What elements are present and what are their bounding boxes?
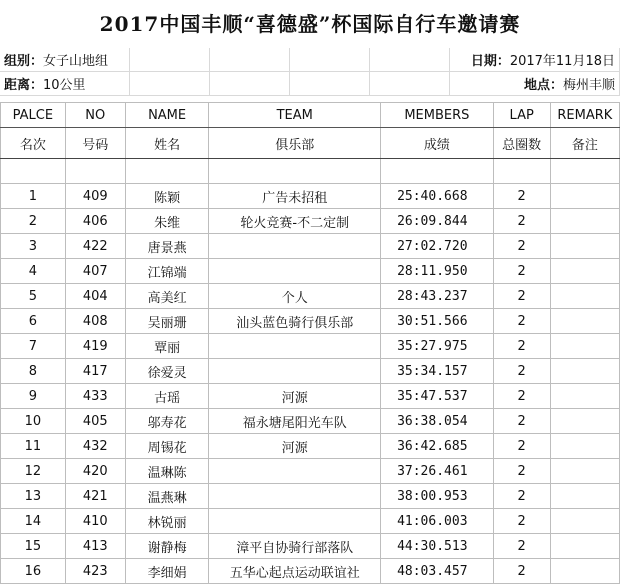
cell-place: 1 [1, 184, 66, 209]
cell-no: 422 [65, 234, 125, 259]
cell-name: 古瑶 [125, 384, 209, 409]
cell-no: 417 [65, 359, 125, 384]
cell-remark [550, 259, 619, 284]
cell-time: 35:47.537 [381, 384, 494, 409]
cell-remark [550, 334, 619, 359]
cell-place: 13 [1, 484, 66, 509]
table-row [1, 309, 620, 334]
table-row [1, 334, 620, 359]
cell-no: 406 [65, 209, 125, 234]
cell-place: 5 [1, 284, 66, 309]
cell-time: 36:42.685 [381, 434, 494, 459]
col-header-remark: REMARK [550, 103, 619, 128]
table-row [1, 359, 620, 384]
cell-no: 407 [65, 259, 125, 284]
cell-place: 3 [1, 234, 66, 259]
cell-no: 420 [65, 459, 125, 484]
cell-remark [550, 484, 619, 509]
table-row [1, 409, 620, 434]
cell-name: 林锐丽 [125, 509, 209, 534]
cell-team [209, 459, 381, 484]
cell-remark [550, 559, 619, 584]
col-header-members: MEMBERS [381, 103, 494, 128]
cell-name: 覃丽 [125, 334, 209, 359]
date-label: 日期： [470, 54, 510, 69]
cell-team [209, 259, 381, 284]
cell-remark [550, 409, 619, 434]
cell-no: 408 [65, 309, 125, 334]
cell-team: 五华心起点运动联谊社 [209, 559, 381, 584]
cell-team [209, 359, 381, 384]
table-row [1, 184, 620, 209]
date-value: 2017年11月18日 [509, 54, 615, 69]
col-header-place-cn: 名次 [1, 128, 66, 159]
cell-lap: 2 [493, 409, 550, 434]
table-row [1, 434, 620, 459]
cell-team: 轮火竞赛-不二定制 [209, 209, 381, 234]
cell-name: 吴丽珊 [125, 309, 209, 334]
cell-name: 江锦端 [125, 259, 209, 284]
place-label: 地点： [523, 78, 563, 93]
col-header-lap-cn: 总圈数 [493, 128, 550, 159]
table-row [1, 259, 620, 284]
cell-lap: 2 [493, 534, 550, 559]
cell-time: 28:43.237 [381, 284, 494, 309]
cell-no: 413 [65, 534, 125, 559]
cell-name: 周锡花 [125, 434, 209, 459]
col-header-no-cn: 号码 [65, 128, 125, 159]
col-header-team: TEAM [209, 103, 381, 128]
cell-time: 48:03.457 [381, 559, 494, 584]
cell-lap: 2 [493, 209, 550, 234]
results-table [0, 102, 620, 584]
header-row-en [1, 103, 620, 128]
cell-lap: 2 [493, 434, 550, 459]
header-row-cn [1, 128, 620, 159]
cell-time: 25:40.668 [381, 184, 494, 209]
cell-remark [550, 534, 619, 559]
cell-remark [550, 509, 619, 534]
cell-team: 河源 [209, 434, 381, 459]
cell-place: 16 [1, 559, 66, 584]
table-row [1, 209, 620, 234]
table-row [1, 484, 620, 509]
cell-time: 27:02.720 [381, 234, 494, 259]
cell-lap: 2 [493, 234, 550, 259]
cell-name: 高美红 [125, 284, 209, 309]
table-row [1, 234, 620, 259]
cell-no: 432 [65, 434, 125, 459]
cell-place: 12 [1, 459, 66, 484]
col-header-lap: LAP [493, 103, 550, 128]
cell-lap: 2 [493, 509, 550, 534]
table-row [1, 284, 620, 309]
cell-name: 谢静梅 [125, 534, 209, 559]
cell-place: 14 [1, 509, 66, 534]
cell-remark [550, 234, 619, 259]
cell-team [209, 484, 381, 509]
cell-team: 福永塘尾阳光车队 [209, 409, 381, 434]
cell-no: 410 [65, 509, 125, 534]
cell-no: 405 [65, 409, 125, 434]
distance-cell [0, 72, 130, 96]
cell-time: 28:11.950 [381, 259, 494, 284]
cell-name: 温琳陈 [125, 459, 209, 484]
cell-place: 7 [1, 334, 66, 359]
cell-lap: 2 [493, 459, 550, 484]
cell-place: 4 [1, 259, 66, 284]
cell-remark [550, 359, 619, 384]
cell-lap: 2 [493, 259, 550, 284]
cell-lap: 2 [493, 284, 550, 309]
cell-name: 温燕琳 [125, 484, 209, 509]
cell-place: 6 [1, 309, 66, 334]
cell-no: 433 [65, 384, 125, 409]
cell-name: 朱维 [125, 209, 209, 234]
spacer-row [1, 159, 620, 184]
cell-place: 15 [1, 534, 66, 559]
cell-lap: 2 [493, 559, 550, 584]
cell-time: 41:06.003 [381, 509, 494, 534]
cell-remark [550, 434, 619, 459]
cell-lap: 2 [493, 384, 550, 409]
cell-time: 36:38.054 [381, 409, 494, 434]
col-header-no: NO [65, 103, 125, 128]
table-row [1, 534, 620, 559]
cell-remark [550, 459, 619, 484]
page-title: 2017中国丰顺“喜德盛”杯国际自行车邀请赛 [99, 12, 521, 36]
place-value: 梅州丰顺 [562, 78, 615, 93]
cell-lap: 2 [493, 334, 550, 359]
cell-no: 404 [65, 284, 125, 309]
cell-no: 409 [65, 184, 125, 209]
cell-time: 26:09.844 [381, 209, 494, 234]
meta-table [0, 48, 620, 96]
meta-row-2 [0, 72, 620, 96]
cell-name: 邬寿花 [125, 409, 209, 434]
table-row [1, 459, 620, 484]
distance-value: 10公里 [43, 78, 86, 93]
col-header-remark-cn: 备注 [550, 128, 619, 159]
table-row [1, 509, 620, 534]
cell-team: 河源 [209, 384, 381, 409]
cell-team: 广告未招租 [209, 184, 381, 209]
col-header-team-cn: 俱乐部 [209, 128, 381, 159]
cell-team: 漳平自协骑行部落队 [209, 534, 381, 559]
col-header-place: PALCE [1, 103, 66, 128]
place-cell [449, 72, 619, 96]
cell-remark [550, 184, 619, 209]
col-header-name-cn: 姓名 [125, 128, 209, 159]
group-value: 女子山地组 [43, 54, 109, 69]
cell-no: 423 [65, 559, 125, 584]
cell-place: 9 [1, 384, 66, 409]
meta-row-1 [0, 48, 620, 72]
cell-lap: 2 [493, 309, 550, 334]
cell-place: 8 [1, 359, 66, 384]
cell-team [209, 334, 381, 359]
date-cell [449, 48, 619, 72]
cell-no: 419 [65, 334, 125, 359]
cell-no: 421 [65, 484, 125, 509]
cell-name: 陈颖 [125, 184, 209, 209]
group-cell [0, 48, 130, 72]
cell-time: 37:26.461 [381, 459, 494, 484]
cell-team: 汕头蓝色骑行俱乐部 [209, 309, 381, 334]
cell-remark [550, 309, 619, 334]
cell-place: 10 [1, 409, 66, 434]
cell-team: 个人 [209, 284, 381, 309]
cell-lap: 2 [493, 359, 550, 384]
cell-team [209, 509, 381, 534]
col-header-name: NAME [125, 103, 209, 128]
cell-remark [550, 209, 619, 234]
cell-remark [550, 284, 619, 309]
cell-name: 唐景燕 [125, 234, 209, 259]
cell-time: 44:30.513 [381, 534, 494, 559]
cell-remark [550, 384, 619, 409]
results-body [1, 103, 620, 584]
cell-place: 11 [1, 434, 66, 459]
cell-time: 35:27.975 [381, 334, 494, 359]
cell-place: 2 [1, 209, 66, 234]
cell-time: 30:51.566 [381, 309, 494, 334]
cell-name: 李细娟 [125, 559, 209, 584]
cell-team [209, 234, 381, 259]
distance-label: 距离： [4, 78, 44, 93]
cell-lap: 2 [493, 484, 550, 509]
table-row [1, 559, 620, 584]
cell-lap: 2 [493, 184, 550, 209]
table-row [1, 384, 620, 409]
group-label: 组别： [4, 54, 44, 69]
cell-time: 38:00.953 [381, 484, 494, 509]
cell-time: 35:34.157 [381, 359, 494, 384]
cell-name: 徐爱灵 [125, 359, 209, 384]
col-header-members-cn: 成绩 [381, 128, 494, 159]
